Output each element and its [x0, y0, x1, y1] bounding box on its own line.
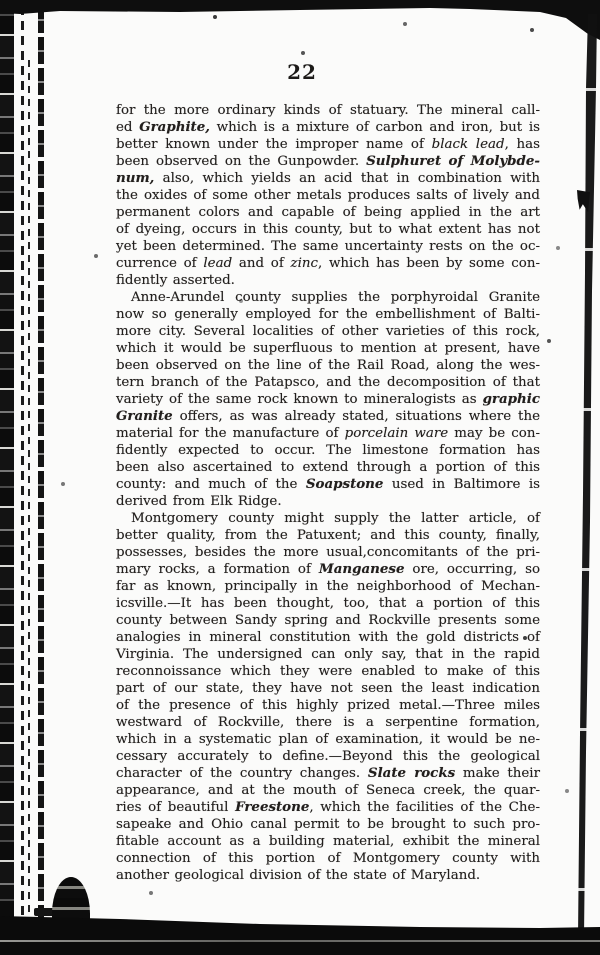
text-line: [116, 612, 540, 629]
text-run: ed: [116, 120, 140, 135]
text-run: now so generally employed for the embellishment of Balti-: [116, 307, 540, 322]
text-run: lead: [203, 256, 233, 271]
text-run: been observed on the line of the Rail Road, along the wes-: [116, 358, 540, 373]
text-run: yet been determined. The same uncertainty rests on the oc-: [116, 239, 540, 254]
scan-clamp-mark: [52, 877, 90, 923]
text-line: [116, 323, 540, 340]
text-run: which is a mixture of carbon and iron, but is: [209, 120, 540, 135]
text-run: and of: [232, 256, 291, 271]
text-run: of dyeing, occurs in this county, but to what extent has not: [116, 222, 540, 237]
text-line: [116, 204, 540, 221]
text-line: [116, 170, 540, 187]
text-run: sapeake and Ohio canal permit to be brought to such pro-: [116, 817, 540, 832]
text-line: [116, 544, 540, 561]
text-run: of the presence of this highly prized metal.—Three miles: [116, 698, 540, 713]
text-line: [116, 595, 540, 612]
text-line: [116, 697, 540, 714]
text-run: appearance, and at the mouth of Seneca creek, the quar-: [116, 783, 540, 798]
text-run: character of the country changes.: [116, 766, 368, 781]
text-run: Manganese: [318, 561, 405, 577]
text-run: , has: [504, 137, 541, 152]
text-line: [116, 748, 540, 765]
text-run: county between Sandy spring and Rockville presents some: [116, 613, 540, 628]
text-run: ries of beautiful: [116, 800, 236, 815]
text-run: black lead: [431, 137, 505, 152]
text-line: [116, 782, 540, 799]
right-edge-gaps: [575, 0, 600, 955]
text-line: [116, 221, 540, 238]
scan-noise-specks: [0, 0, 2, 2]
text-line: [116, 493, 540, 510]
text-run: also, which yields an acid that in combination with: [154, 171, 540, 186]
text-line: [116, 850, 540, 867]
text-run: mary rocks, a formation of: [116, 562, 319, 577]
text-run: reconnoissance which they were enabled to make of this: [116, 664, 540, 679]
text-run: analogies in mineral constitution with the gold districts of: [116, 630, 540, 645]
text-block: [116, 102, 540, 884]
binding-crease-line: [21, 6, 24, 927]
text-line: [116, 357, 540, 374]
text-run: fitable account as a building material, exhibit the mineral: [116, 834, 540, 849]
text-line: [116, 187, 540, 204]
text-line: [116, 425, 540, 442]
text-run: been observed on the Gunpowder.: [116, 154, 367, 169]
scan-clamp-base: [34, 908, 54, 916]
text-run: better known under the improper name of: [116, 137, 432, 152]
text-line: [116, 442, 540, 459]
text-line: [116, 663, 540, 680]
text-run: Slate rocks: [367, 765, 456, 781]
bottom-scratch-line: [0, 940, 600, 942]
text-line: [116, 527, 540, 544]
text-line: [116, 153, 540, 170]
text-run: zinc: [290, 256, 318, 271]
text-run: Montgomery county might supply the latter article, of: [131, 511, 540, 526]
text-line: [116, 714, 540, 731]
text-run: derived from Elk Ridge.: [116, 494, 282, 509]
text-run: currence of: [116, 256, 204, 271]
text-run: westward of Rockville, there is a serpentine formation,: [116, 715, 540, 730]
text-run: Sulphuret of Molybde-: [366, 153, 540, 169]
text-run: part of our state, they have not seen the least indication: [116, 681, 540, 696]
text-run: Granite: [116, 408, 173, 424]
text-line: [116, 765, 540, 782]
paragraph: [116, 102, 540, 289]
text-line: [116, 255, 540, 272]
top-scan-edge-shadow: [0, 0, 600, 42]
text-run: Anne-Arundel county supplies the porphyroidal Granite: [131, 290, 540, 305]
text-run: variety of the same rock known to mineralogists as: [116, 392, 483, 407]
text-run: graphic: [482, 391, 540, 407]
text-line: [116, 374, 540, 391]
text-run: offers, as was already stated, situations where the: [172, 409, 540, 424]
text-run: make their: [455, 766, 540, 781]
text-line: [116, 306, 540, 323]
text-line: [116, 459, 540, 476]
text-line: [116, 289, 540, 306]
text-line: [116, 578, 540, 595]
text-line: [116, 799, 540, 816]
text-line: [116, 867, 540, 884]
text-run: porcelain ware: [344, 426, 449, 441]
text-run: ore, occurring, so: [404, 562, 541, 577]
text-run: county: and much of the: [116, 477, 306, 492]
text-line: [116, 476, 540, 493]
text-run: tern branch of the Patapsco, and the decomposition of that: [116, 375, 540, 390]
text-line: [116, 731, 540, 748]
binding-crease-line: [28, 60, 30, 927]
page-number: 22: [287, 60, 317, 84]
text-run: used in Baltimore is: [383, 477, 540, 492]
text-run: fidently expected to occur. The limestone formation has: [116, 443, 540, 458]
text-run: cessary accurately to define.—Beyond this the geological: [116, 749, 540, 764]
text-run: , which has been by some con-: [317, 256, 540, 271]
text-line: [116, 136, 540, 153]
text-line: [116, 391, 540, 408]
text-run: connection of this portion of Montgomery county with: [116, 851, 540, 866]
text-run: may be con-: [448, 426, 540, 441]
text-run: which it would be superfluous to mention at present, have: [116, 341, 540, 356]
text-run: far as known, principally in the neighborhood of Mechan-: [116, 579, 540, 594]
text-line: [116, 833, 540, 850]
paragraph: [116, 510, 540, 884]
book-binding-strip: [0, 0, 14, 935]
text-line: [116, 340, 540, 357]
binding-crease-line: [38, 6, 44, 927]
text-run: Virginia. The undersigned can only say, that in the rapid: [116, 647, 540, 662]
text-run: possesses, besides the more usual,concomitants of the pri-: [116, 545, 540, 560]
text-line: [116, 119, 540, 136]
text-run: which in a systematic plan of examination, it would be ne-: [116, 732, 540, 747]
text-run: the oxides of some other metals produces salts of lively and: [116, 188, 540, 203]
paragraph: [116, 289, 540, 510]
text-run: permanent colors and capable of being applied in the art: [116, 205, 540, 220]
text-line: [116, 272, 540, 289]
text-run: fidently asserted.: [116, 273, 235, 288]
text-line: [116, 510, 540, 527]
text-line: [116, 816, 540, 833]
text-run: another geological division of the state of Maryland.: [116, 868, 481, 883]
text-run: icsville.—It has been thought, too, that a portion of this: [116, 596, 540, 611]
text-run: , which the facilities of the Che-: [309, 800, 540, 815]
text-run: Soapstone: [305, 476, 384, 492]
text-run: better quality, from the Patuxent; and this county, finally,: [116, 528, 540, 543]
text-line: [116, 238, 540, 255]
text-run: more city. Several localities of other varieties of this rock,: [116, 324, 540, 339]
text-run: been also ascertained to extend through a portion of this: [116, 460, 540, 475]
text-line: [116, 561, 540, 578]
text-run: for the more ordinary kinds of statuary. The mineral call-: [116, 103, 540, 118]
text-line: [116, 680, 540, 697]
text-line: [116, 408, 540, 425]
text-line: [116, 646, 540, 663]
text-line: [116, 102, 540, 119]
text-run: Graphite,: [139, 119, 210, 135]
text-run: material for the manufacture of: [116, 426, 345, 441]
bottom-scan-edge-shadow: [0, 913, 600, 955]
text-run: Freestone: [235, 799, 310, 815]
text-line: [116, 629, 540, 646]
text-run: num,: [116, 170, 155, 186]
